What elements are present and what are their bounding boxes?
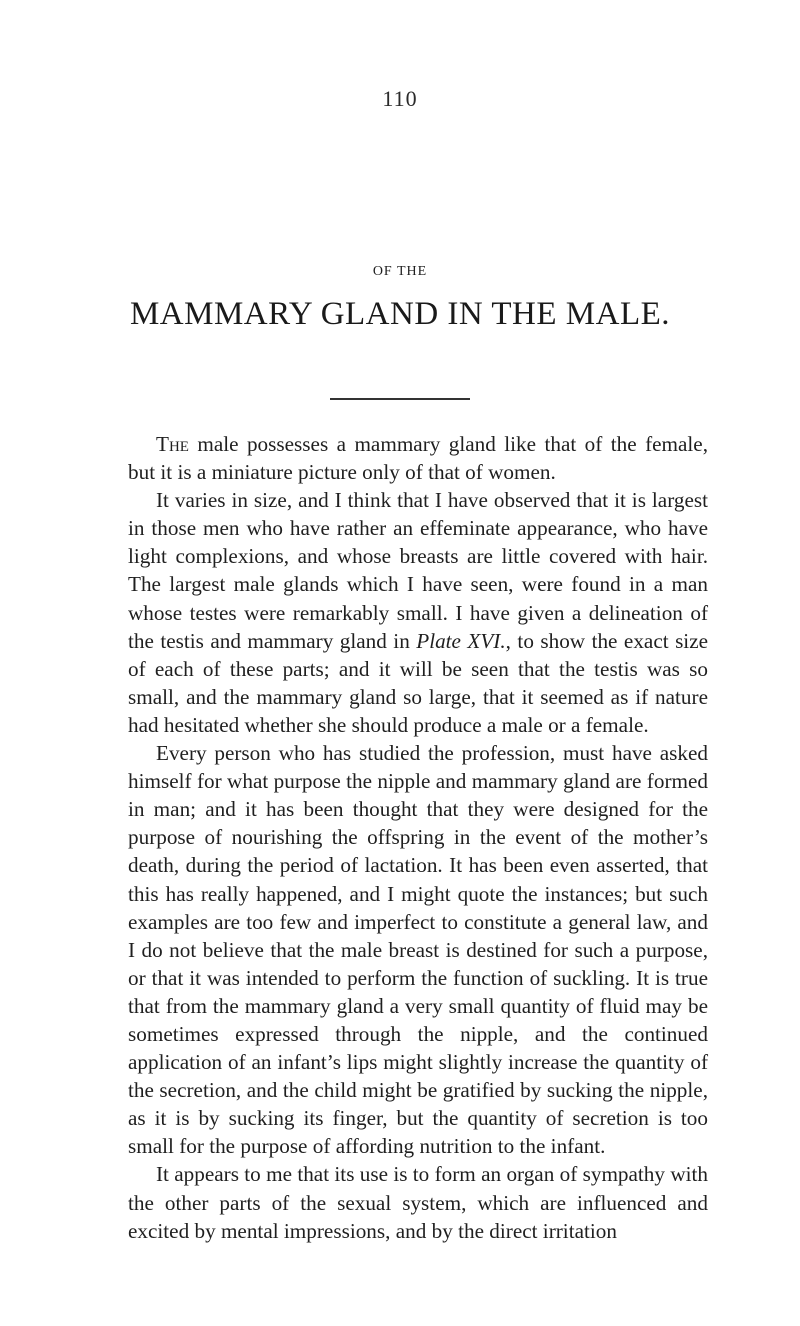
- paragraph-2-text: It varies in size, and I think that I have observed that it is largest in those men who have rather an effeminate appearance, who have light complexions, and whose breasts are little covered with hair. The largest male glands which I have seen, were found in a man whose testes were remarkably small. I have given a delineation of the testis and mammary gland in: [128, 488, 708, 653]
- paragraph-3-text: Every person who has studied the profession, must have asked himself for what purpose the nipple and mammary gland are formed in man; and it has been thought that they were designed for the purpose of nourishing the offspring in the event of the mother’s death, during the period of lactation. It has been even asserted, that this has really happened, and I might quote the instances; but such examples are too few and imperfect to constitute a general law, and I do not believe that the male breast is destined for such a purpose, or that it was intended to perform the function of suckling. It is true that from the mammary gland a very small quantity of fluid may be sometimes expressed through the nipple, and the continued application of an infant’s lips might slightly increase the quantity of the secretion, and the child might be gratified by sucking the nipple, as it is by sucking its finger, but the quantity of secretion is too small for the purpose of affording nutrition to the infant.: [128, 741, 708, 1159]
- title-divider-rule: [330, 398, 470, 400]
- paragraph-2: [128, 486, 708, 739]
- paragraph-4-text: It appears to me that its use is to form an organ of sympathy with the other parts of the sexual system, which are influenced and excited by mental impressions, and by the direct irritation: [128, 1162, 708, 1243]
- page-number: 110: [382, 86, 418, 111]
- paragraph-4: [128, 1160, 708, 1244]
- paragraph-3: [128, 739, 708, 1160]
- section-pre-title: OF THE: [372, 264, 428, 279]
- lead-word: The: [156, 432, 189, 456]
- paragraph-1: [128, 430, 708, 486]
- paragraph-1-text: male possesses a mammary gland like that of the female, but it is a miniature picture only of that of women.: [128, 432, 708, 485]
- plate-reference: Plate XVI.: [416, 628, 506, 653]
- paragraph-2-text-after: , to show the exact size of each of these parts; and it will be seen that the testis was so small, and the mammary gland so large, that it seemed as if nature had hesitated whether she should produce a male or a female.: [128, 628, 709, 737]
- section-title: MAMMARY GLAND IN THE MALE.: [129, 296, 671, 332]
- body-text: [128, 430, 708, 1245]
